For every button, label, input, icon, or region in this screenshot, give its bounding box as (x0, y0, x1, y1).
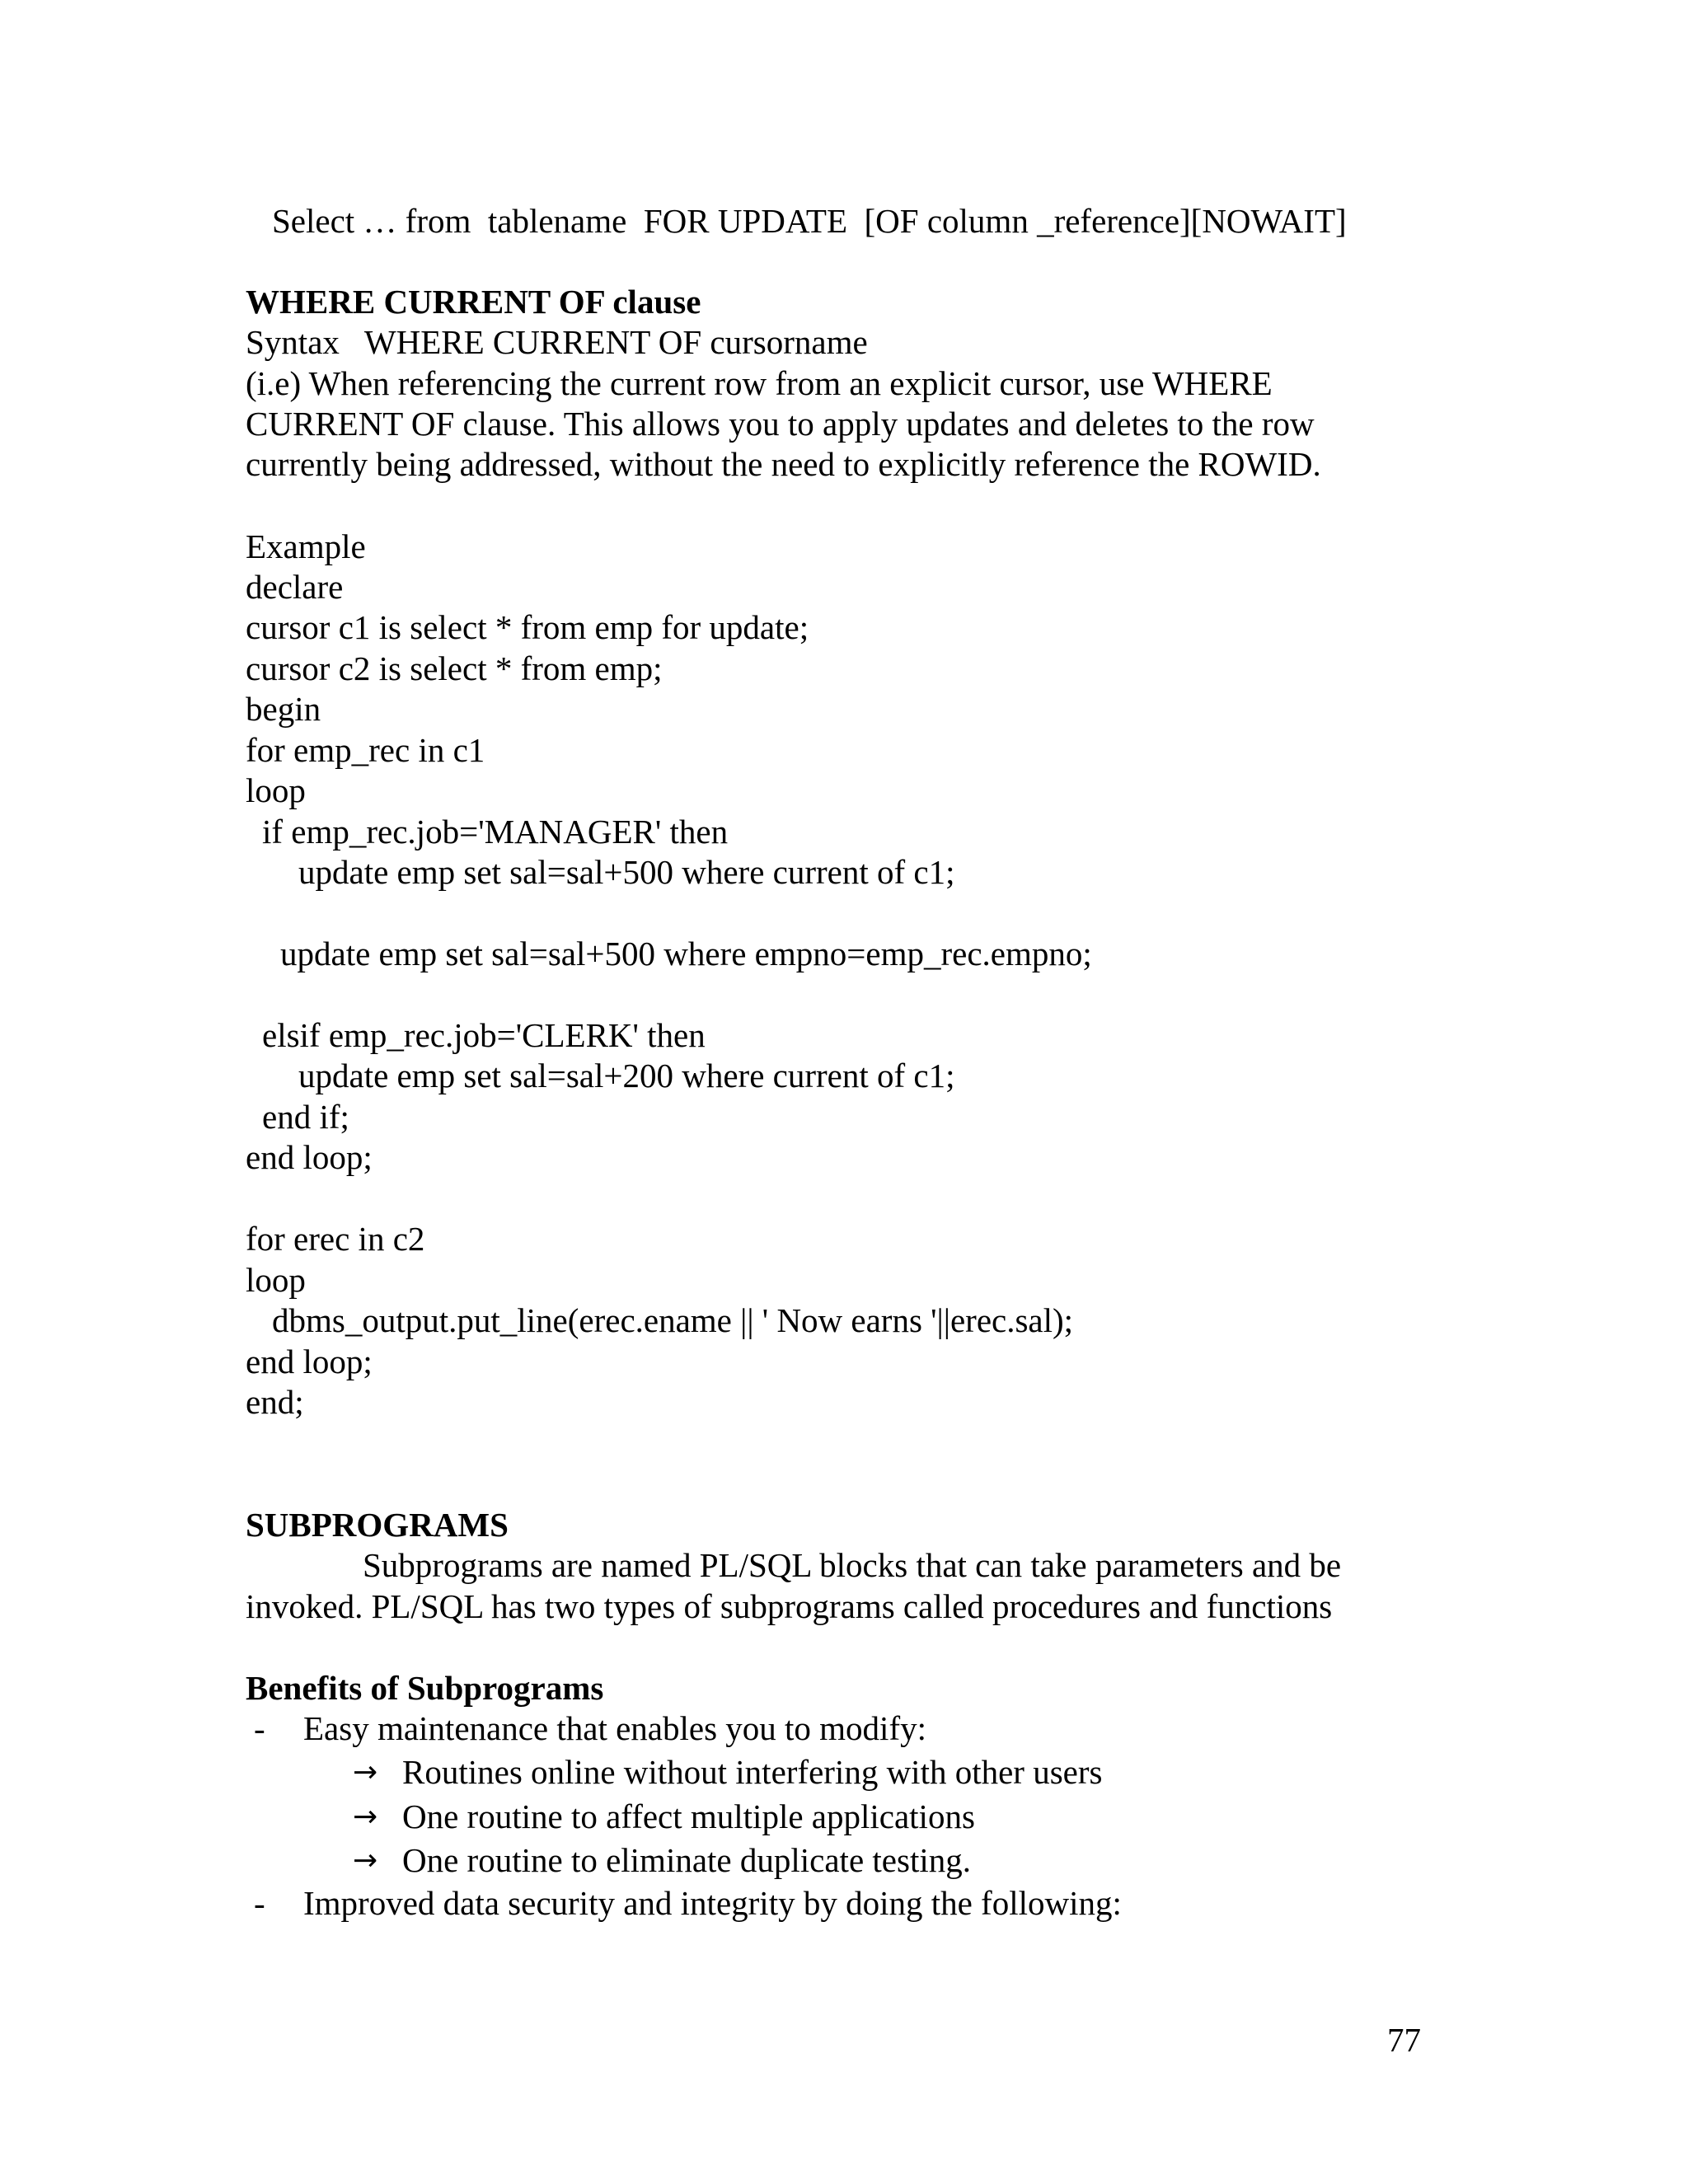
benefit-item: Improved data security and integrity by doing the following: (303, 1884, 1122, 1922)
code-line: cursor c1 is select * from emp for update; (246, 608, 809, 646)
page-number: 77 (1387, 2021, 1421, 2059)
example-label: Example (246, 527, 366, 565)
code-line: update emp set sal=sal+500 where current of c1; (298, 853, 955, 891)
code-line: end if; (262, 1098, 349, 1136)
code-line: begin (246, 690, 321, 728)
code-line: update emp set sal=sal+200 where current of c1; (298, 1057, 955, 1094)
code-line: if emp_rec.job='MANAGER' then (262, 813, 729, 851)
code-line: for emp_rec in c1 (246, 731, 485, 769)
where-current-desc-line: CURRENT OF clause. This allows you to apply updates and deletes to the row (246, 405, 1315, 443)
subprograms-para-line: Subprograms are named PL/SQL blocks that can take parameters and be (363, 1546, 1342, 1584)
subprograms-para-line: invoked. PL/SQL has two types of subprograms called procedures and functions (246, 1587, 1333, 1625)
arrow-right-icon: → (353, 1844, 378, 1877)
bullet-dash: - (254, 1709, 265, 1747)
benefits-heading: Benefits of Subprograms (246, 1669, 604, 1707)
code-line: cursor c2 is select * from emp; (246, 649, 663, 687)
bullet-dash: - (254, 1884, 265, 1922)
arrow-right-icon: → (353, 1755, 378, 1789)
code-line: end loop; (246, 1138, 373, 1176)
code-line: dbms_output.put_line(erec.ename || ' Now earns '||erec.sal); (272, 1301, 1074, 1339)
code-line: for erec in c2 (246, 1220, 425, 1258)
code-line: end; (246, 1383, 304, 1421)
where-current-syntax: Syntax WHERE CURRENT OF cursorname (246, 323, 868, 361)
code-line: loop (246, 1261, 306, 1299)
benefit-sub-item: One routine to eliminate duplicate testing. (402, 1841, 971, 1879)
benefit-sub-item: One routine to affect multiple applications (402, 1797, 975, 1835)
benefit-item: Easy maintenance that enables you to modify: (303, 1709, 926, 1747)
code-line: declare (246, 568, 344, 606)
code-line: elsif emp_rec.job='CLERK' then (262, 1016, 706, 1054)
subprograms-heading: SUBPROGRAMS (246, 1506, 509, 1544)
for-update-syntax: Select … from tablename FOR UPDATE [OF column _reference][NOWAIT] (272, 202, 1347, 240)
code-line: end loop; (246, 1343, 373, 1380)
benefit-sub-item: Routines online without interfering with other users (402, 1753, 1103, 1791)
where-current-heading: WHERE CURRENT OF clause (246, 283, 701, 321)
arrow-right-icon: → (353, 1800, 378, 1834)
code-line: update emp set sal=sal+500 where empno=emp_rec.empno; (280, 935, 1092, 972)
code-line: loop (246, 771, 306, 809)
where-current-desc-line: currently being addressed, without the need to explicitly reference the ROWID. (246, 445, 1321, 483)
where-current-desc-line: (i.e) When referencing the current row from an explicit cursor, use WHERE (246, 364, 1273, 402)
